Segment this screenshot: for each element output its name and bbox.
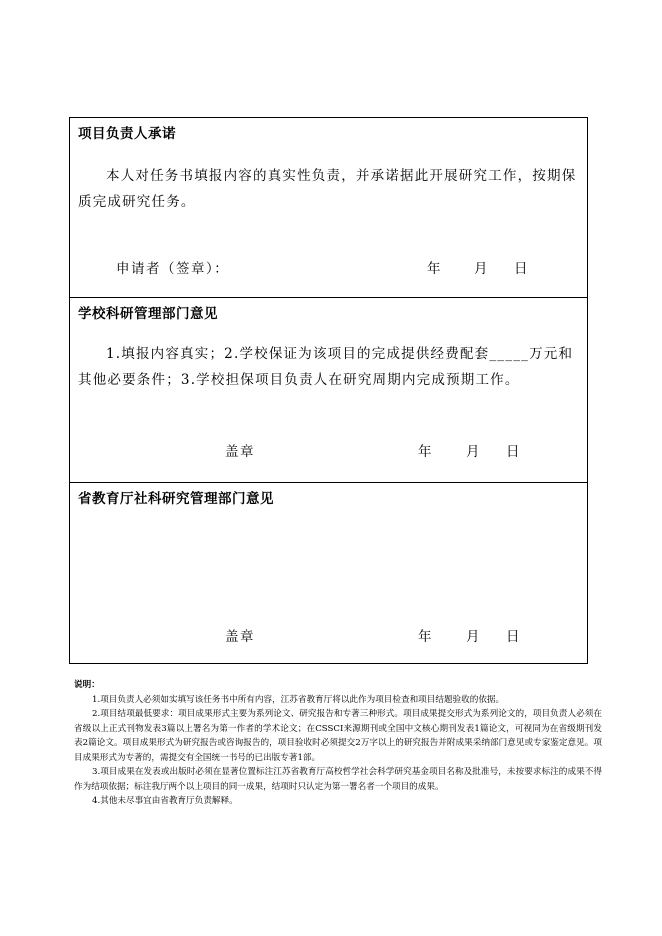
month-label: 月 [474,261,488,277]
leader-commitment-section [70,118,587,297]
note-item: 2.项目结项最低要求：项目成果形式主要为系列论文、研究报告和专著三种形式。项目成果提交形式为系列论文的，项目负责人必须在省级以上正式刊物发表3篇以上署名为第一作者的学术论文；在CSSCI来源期刊或全国中文核心期刊发表1篇论文，可视同为在省级期刊发表2篇论文。项目成果形式为研究报告或咨询报告的，项目验收时必须提交2万字以上的研究报告并附成果采纳部门意见或专家鉴定意见。项目成果形式为专著的，需提交有全国统一书号的已出版专著1部。 [74,709,602,763]
note-item: 1.项目负责人必须如实填写该任务书中所有内容，江苏省教育厅将以此作为项目检查和项目结题验收的依据。 [92,694,505,705]
section-heading: 省教育厅社科研究管理部门意见 [78,491,274,507]
approval-form-table [69,117,588,664]
section-heading: 项目负责人承诺 [78,126,176,142]
month-label: 月 [466,629,480,645]
school-opinion-text: 1.填报内容真实；2.学校保证为该项目的完成提供经费配套_____万元和其他必要条件；3.学校担保项目负责人在研究周期内完成预期工作。 [78,346,574,388]
section-heading: 学校科研管理部门意见 [78,306,218,322]
commitment-text: 本人对任务书填报内容的真实性负责，并承诺据此开展研究工作，按期保质完成研究任务。 [78,168,577,210]
month-label: 月 [466,444,480,460]
day-label: 日 [506,629,520,645]
day-label: 日 [514,261,528,277]
applicant-signature-label: 申请者（签章）： [116,261,230,277]
school-research-dept-section [70,297,587,482]
note-item: 3.项目成果在发表或出版时必须在显著位置标注江苏省教育厅高校哲学社会科学研究基金项目名称及批准号，未按要求标注的成果不得作为结项依据；标注我厅两个以上项目的同一成果，结项时只认定为第一署名者一个项目的成果。 [74,767,602,792]
notes-block [74,678,602,809]
year-label: 年 [418,444,432,460]
year-label: 年 [418,629,432,645]
seal-label: 盖章 [225,444,255,460]
note-item: 4.其他未尽事宜由省教育厅负责解释。 [92,796,238,806]
seal-label: 盖章 [225,629,255,645]
day-label: 日 [506,444,520,460]
notes-title: 说明： [74,680,100,690]
provincial-edu-dept-section [70,482,587,664]
year-label: 年 [427,261,441,277]
